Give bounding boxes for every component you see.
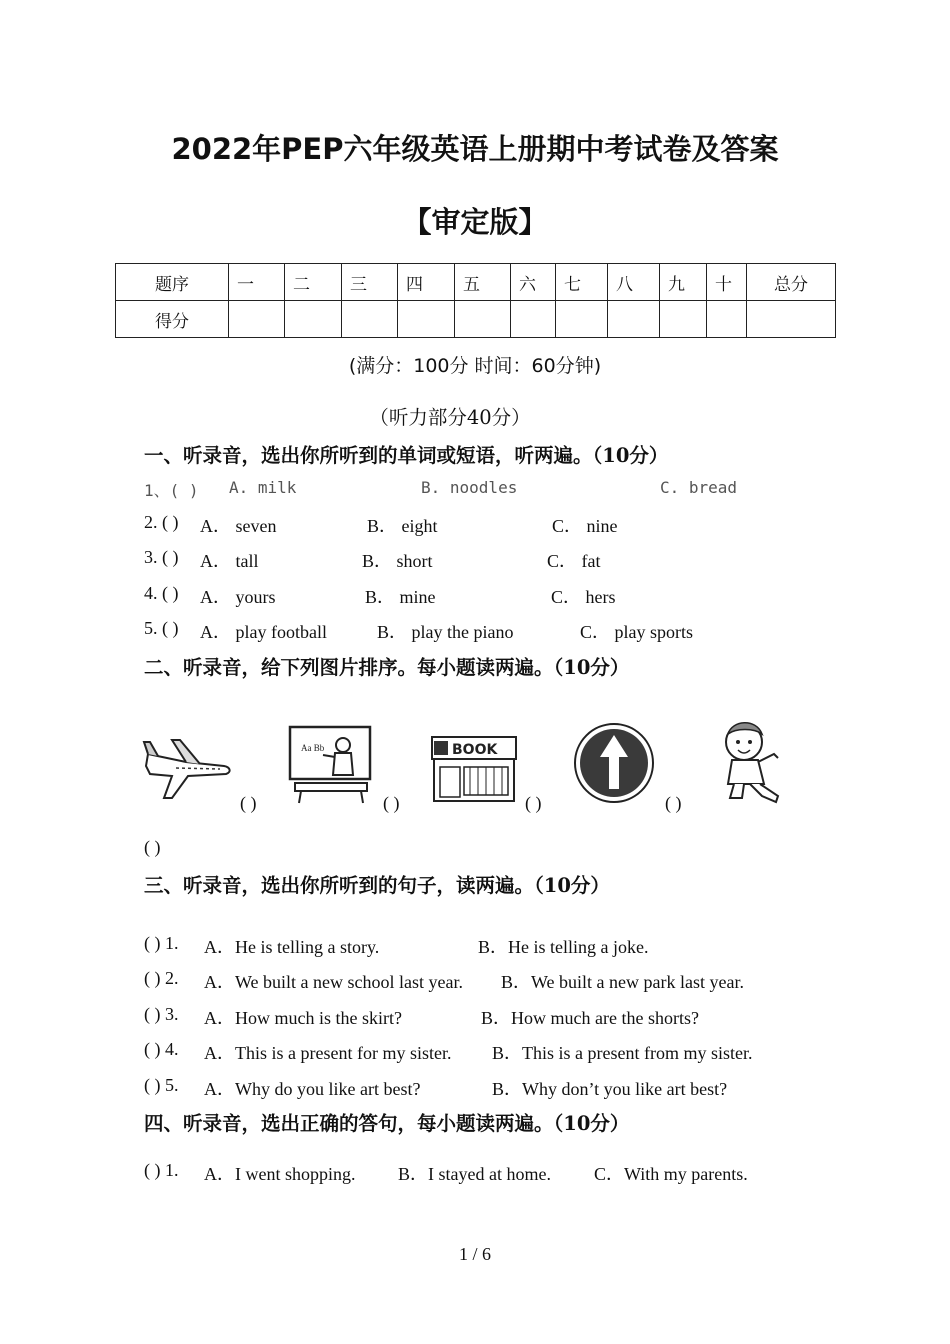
option-b: B．We built a new park last year. [501,972,744,992]
option-a: A．Why do you like art best? [204,1079,421,1099]
option-b: B． short [362,551,433,571]
section3-heading: 三、听录音，选出你所听到的句子，读两遍。（10分） [144,874,610,897]
boy-icon [716,718,794,806]
page-subtitle: 【审定版】 [402,205,548,239]
table-cell: 二 [285,264,342,301]
question-number: ( ) 4. [144,1039,179,1059]
order-blank[interactable]: ( ) [525,793,542,813]
table-cell: 三 [342,264,398,301]
page-title: 2022年PEP六年级英语上册期中考试卷及答案 [171,132,779,166]
option-c: C． nine [552,516,618,536]
option-c: C． fat [547,551,601,571]
table-cell: 题序 [116,264,229,301]
option-b: B． mine [365,587,436,607]
score-input-cell[interactable] [511,301,556,338]
table-cell: 五 [455,264,511,301]
score-input-cell[interactable] [342,301,398,338]
airplane-icon [142,736,234,802]
option-a: A． tall [200,551,259,571]
option-a: A．I went shopping. [204,1164,356,1184]
option-b: B．How much are the shorts? [481,1008,699,1028]
option-b: B．He is telling a joke. [478,937,649,957]
option-a: A．He is telling a story. [204,937,380,957]
score-input-cell[interactable] [660,301,707,338]
question-number: ( ) 2. [144,968,179,988]
order-blank[interactable]: ( ) [240,793,257,813]
option-a: A．This is a present for my sister. [204,1043,452,1063]
order-blank[interactable]: ( ) [665,793,682,813]
table-cell: 七 [556,264,608,301]
option-c: C． play sports [580,622,694,642]
listening-header: （听力部分40分） [369,406,531,429]
question-number: ( ) 1. [144,933,179,953]
option-b: B．This is a present from my sister. [492,1043,753,1063]
score-table [115,263,836,338]
table-cell: 八 [608,264,660,301]
question-number: 5. ( ) [144,618,179,638]
table-cell: 六 [511,264,556,301]
question-number: ( ) 5. [144,1075,179,1095]
option-c: C. bread [660,478,738,497]
order-blank[interactable]: ( ) [144,837,161,857]
section4-heading: 四、听录音，选出正确的答句，每小题读两遍。（10分） [144,1112,630,1135]
exam-info: (满分：100分 时间：60分钟) [348,355,602,377]
score-input-cell[interactable] [285,301,342,338]
score-input-cell[interactable] [608,301,660,338]
table-cell: 得分 [116,301,229,338]
score-input-cell[interactable] [229,301,285,338]
section1-heading: 一、听录音，选出你所听到的单词或短语，听两遍。（10分） [144,444,669,467]
score-table-header-row [116,264,836,301]
question-number: ( ) 1. [144,1160,179,1180]
table-cell: 一 [229,264,285,301]
page-number: 1 / 6 [458,1244,491,1264]
option-a: A．We built a new school last year. [204,972,463,992]
option-c: C．With my parents. [594,1164,748,1184]
score-input-cell[interactable] [556,301,608,338]
teacher-blackboard-icon [287,725,373,805]
option-a: A. milk [229,478,297,497]
option-c: C． hers [551,587,616,607]
table-cell: 十 [707,264,747,301]
table-cell: 四 [398,264,455,301]
order-blank[interactable]: ( ) [383,793,400,813]
bookstore-sign-text: BOOK [452,742,498,758]
question-number: 2. ( ) [144,512,179,532]
question-number: 1、( ) [144,481,199,500]
option-a: A． play football [200,622,327,642]
option-b: B． eight [367,516,438,536]
score-input-cell[interactable] [398,301,455,338]
option-b: B． play the piano [377,622,514,642]
question-number: 4. ( ) [144,583,179,603]
bookstore-icon [428,735,520,803]
table-cell: 九 [660,264,707,301]
score-table-score-row [116,301,836,338]
score-input-cell[interactable] [455,301,511,338]
score-input-cell[interactable] [707,301,747,338]
svg-text:Aa Bb: Aa Bb [301,743,325,753]
question-number: 3. ( ) [144,547,179,567]
question-number: ( ) 3. [144,1004,179,1024]
option-a: A． seven [200,516,277,536]
option-a: A．How much is the skirt? [204,1008,402,1028]
option-b: B．I stayed at home. [398,1164,551,1184]
option-a: A． yours [200,587,276,607]
table-cell: 总分 [747,264,836,301]
go-straight-sign-icon [572,723,656,803]
score-input-cell[interactable] [747,301,836,338]
section2-heading: 二、听录音，给下列图片排序。每小题读两遍。（10分） [144,656,630,679]
option-b: B. noodles [421,478,518,497]
option-b: B．Why don’t you like art best? [492,1079,728,1099]
